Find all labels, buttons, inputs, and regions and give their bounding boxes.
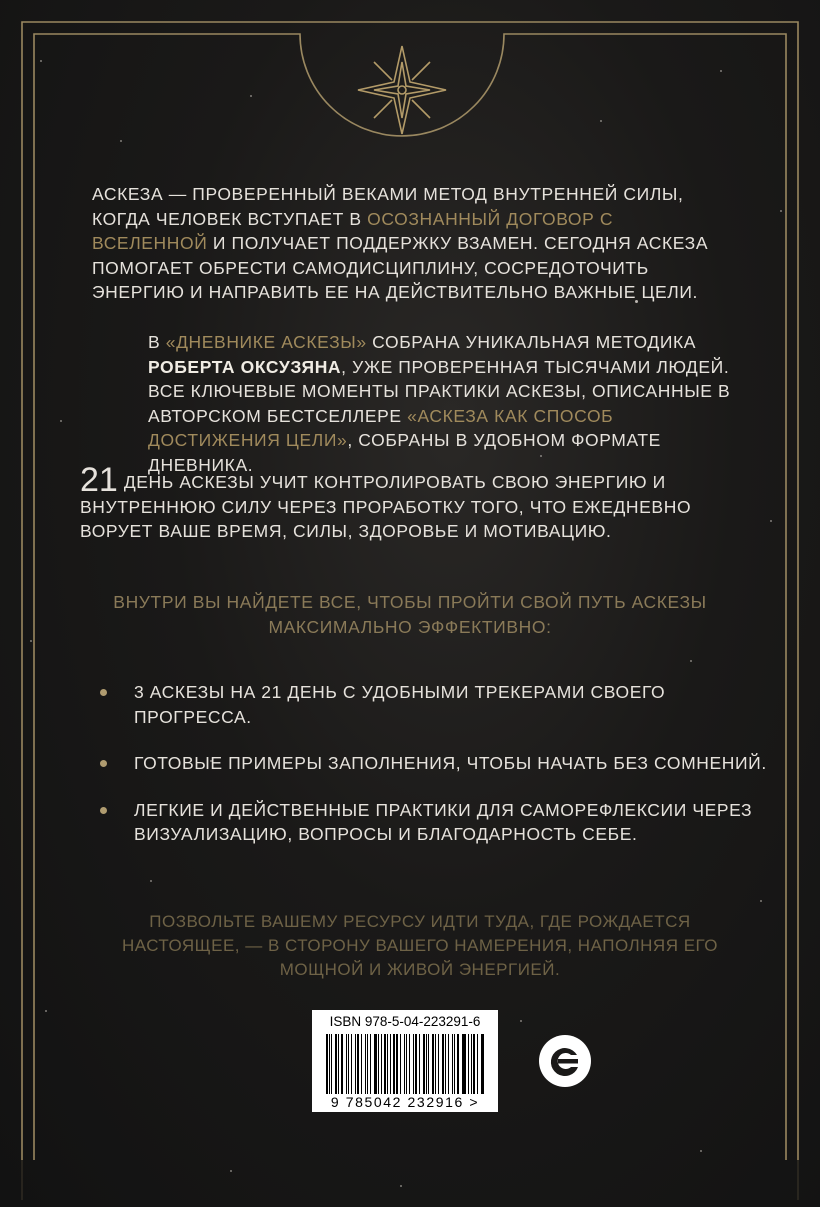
diary-title-highlight: «ДНЕВНИКЕ АСКЕЗЫ» — [165, 332, 367, 352]
publisher-logo-icon — [538, 1034, 592, 1088]
author-name: РОБЕРТА ОКСУЗЯНА — [148, 356, 342, 377]
method-text: СОБРАНА УНИКАЛЬНАЯ МЕТОДИКА — [366, 332, 697, 352]
barcode-bar — [396, 1034, 398, 1094]
bullet-icon — [100, 760, 107, 767]
barcode-bar — [428, 1034, 429, 1094]
barcode-bar — [419, 1034, 420, 1094]
barcode-bar — [435, 1034, 437, 1094]
barcode-bars — [326, 1034, 486, 1094]
barcode-bar — [367, 1034, 368, 1094]
barcode-bar — [390, 1034, 391, 1094]
barcode-bar — [482, 1034, 484, 1094]
method-text-end: , СОБРАНЫ В УДОБНОМ ФОРМАТЕ ДНЕВНИКА. — [148, 430, 661, 475]
barcode-bar — [463, 1034, 465, 1094]
barcode-bar — [457, 1034, 459, 1094]
barcode-bar — [335, 1034, 337, 1094]
barcode-bar — [477, 1034, 478, 1094]
intro-highlight: ОСОЗНАННЫЙ ДОГОВОР С ВСЕЛЕННОЙ — [92, 208, 614, 253]
barcode-bar — [338, 1034, 339, 1094]
barcode-bar — [426, 1034, 427, 1094]
days-paragraph — [80, 461, 720, 544]
method-paragraph — [148, 330, 738, 477]
barcode-bar — [400, 1034, 401, 1094]
method-text: , УЖЕ ПРОВЕРЕННАЯ ТЫСЯЧАМИ ЛЮДЕЙ. ВСЕ КЛЮЧЕВЫЕ МОМЕНТЫ ПРАКТИКИ АСКЕЗЫ, ОПИСАННЫЕ В АВТОРСКОМ БЕСТСЕЛЛЕРЕ — [148, 356, 731, 426]
features-list — [96, 680, 776, 869]
barcode-bar — [445, 1034, 446, 1094]
barcode-bar — [438, 1034, 439, 1094]
list-item-text: 3 АСКЕЗЫ НА 21 ДЕНЬ С УДОБНЫМИ ТРЕКЕРАМИ СВОЕГО ПРОГРЕССА. — [134, 682, 666, 727]
bullet-icon — [100, 689, 107, 696]
barcode-bar — [381, 1034, 382, 1094]
list-item — [96, 751, 776, 776]
barcode-bar — [351, 1034, 352, 1094]
barcode-bar — [448, 1034, 449, 1094]
intro-text-end: И ПОЛУЧАЕТ ПОДДЕРЖКУ ВЗАМЕН. СЕГОДНЯ АСКЕЗА ПОМОГАЕТ ОБРЕСТИ САМОДИСЦИПЛИНУ, СОСРЕДОТОЧИТЬ ЭНЕРГИЮ И НАПРАВИТЬ ЕЕ НА ДЕЙСТВИТЕЛЬНО ВАЖНЫЕ ЦЕЛИ. — [92, 233, 709, 302]
bullet-icon — [100, 807, 107, 814]
barcode-bar — [365, 1034, 366, 1094]
list-item — [96, 680, 776, 729]
isbn-label: ISBN 978-5-04-223291-6 — [329, 1014, 481, 1029]
barcode-bar — [462, 1034, 463, 1094]
barcode-bar — [370, 1034, 372, 1094]
barcode-bar — [415, 1034, 417, 1094]
closing-paragraph: ПОЗВОЛЬТЕ ВАШЕМУ РЕСУРСУ ИДТИ ТУДА, ГДЕ РОЖДАЕТСЯ НАСТОЯЩЕЕ, — В СТОРОНУ ВАШЕГО НАМЕРЕНИЯ, НАПОЛНЯЯ ЕГО МОЩНОЙ И ЖИВОЙ ЭНЕРГИЕЙ. — [121, 912, 719, 979]
barcode-bar — [452, 1034, 454, 1094]
barcode-bar — [378, 1034, 379, 1094]
list-item — [96, 798, 776, 847]
barcode-bar — [432, 1034, 434, 1094]
intro-paragraph — [92, 182, 712, 305]
days-number: 21 — [80, 461, 118, 499]
barcode-bar — [406, 1034, 408, 1094]
list-item-text: ЛЕГКИЕ И ДЕЙСТВЕННЫЕ ПРАКТИКИ ДЛЯ САМОРЕФЛЕКСИИ ЧЕРЕЗ ВИЗУАЛИЗАЦИЮ, ВОПРОСЫ И БЛАГОДАРНОСТЬ СЕБЕ. — [134, 799, 753, 844]
barcode-bar — [468, 1034, 469, 1094]
barcode-bar — [387, 1034, 388, 1094]
barcode-bar — [423, 1034, 425, 1094]
inside-heading: ВНУТРИ ВЫ НАЙДЕТЕ ВСЕ, ЧТОБЫ ПРОЙТИ СВОЙ ПУТЬ АСКЕЗЫ МАКСИМАЛЬНО ЭФФЕКТИВНО: — [113, 592, 707, 637]
barcode-bar — [331, 1034, 332, 1094]
method-text: В — [148, 332, 166, 352]
barcode-bar — [355, 1034, 356, 1094]
intro-text: АСКЕЗА — ПРОВЕРЕННЫЙ ВЕКАМИ МЕТОД ВНУТРЕННЕЙ СИЛЫ, КОГДА ЧЕЛОВЕК ВСТУПАЕТ В — [92, 184, 684, 229]
compass-star-icon — [356, 44, 448, 136]
barcode-bar — [473, 1034, 475, 1094]
barcode-bar — [357, 1034, 359, 1094]
bestseller-title-highlight: «АСКЕЗА КАК СПОСОБ ДОСТИЖЕНИЯ ЦЕЛИ» — [148, 405, 614, 450]
barcode-bar — [341, 1034, 343, 1094]
barcode-bar — [454, 1034, 455, 1094]
barcode-bar — [374, 1034, 376, 1094]
barcode-bar — [481, 1034, 482, 1094]
barcode-bar — [384, 1034, 386, 1094]
barcode-bar — [326, 1034, 328, 1094]
barcode-bar — [393, 1034, 395, 1094]
barcode-bar — [348, 1034, 349, 1094]
barcode-bar — [409, 1034, 410, 1094]
isbn-digits: 9 785042 232916 > — [330, 1094, 480, 1110]
barcode-bar — [361, 1034, 363, 1094]
barcode-bar — [329, 1034, 330, 1094]
days-text: ДЕНЬ АСКЕЗЫ УЧИТ КОНТРОЛИРОВАТЬ СВОЮ ЭНЕРГИЮ И ВНУТРЕННЮЮ СИЛУ ЧЕРЕЗ ПРОРАБОТКУ ТОГО, ЧТО ЕЖЕДНЕВНО ВОРУЕТ ВАШЕ ВРЕМЯ, СИЛЫ, ЗДОРОВЬЕ И МОТИВАЦИЮ. — [80, 472, 692, 541]
isbn-barcode — [312, 1010, 498, 1112]
list-item-text: ГОТОВЫЕ ПРИМЕРЫ ЗАПОЛНЕНИЯ, ЧТОБЫ НАЧАТЬ БЕЗ СОМНЕНИЙ. — [134, 753, 767, 773]
barcode-bar — [404, 1034, 405, 1094]
barcode-bar — [442, 1034, 444, 1094]
barcode-bar — [346, 1034, 348, 1094]
barcode-bar — [471, 1034, 472, 1094]
barcode-bar — [413, 1034, 414, 1094]
